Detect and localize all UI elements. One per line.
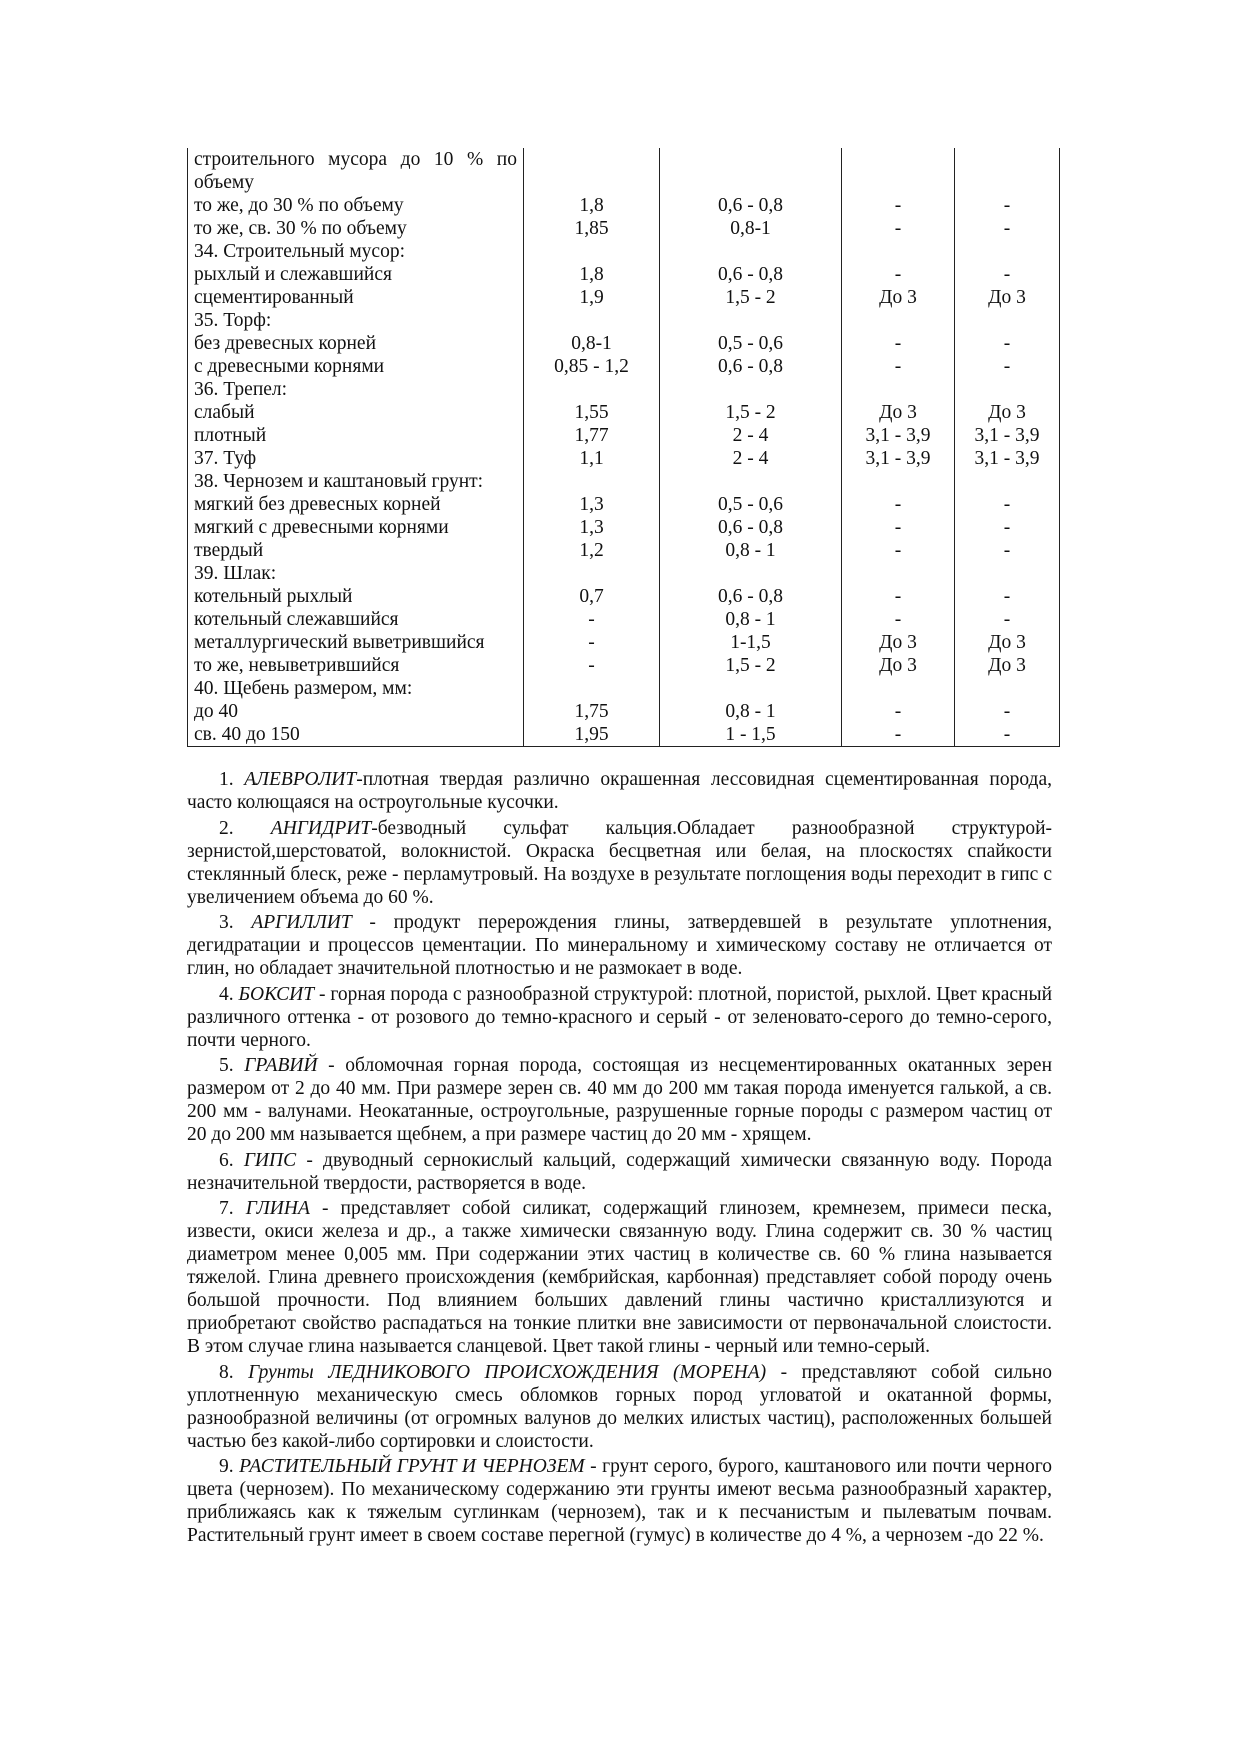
value-cell <box>955 240 1060 263</box>
definition-number: 2. <box>219 817 234 839</box>
value-cell <box>955 378 1060 401</box>
table-row <box>188 217 1060 240</box>
value-cell: 0,6 - 0,8 <box>660 516 842 539</box>
value-cell: 1,3 <box>524 516 660 539</box>
definition-term: РАСТИТЕЛЬНЫЙ ГРУНТ И ЧЕРНОЗЕМ <box>239 1456 585 1477</box>
value-cell: 1,5 - 2 <box>660 401 842 424</box>
value-cell <box>955 562 1060 585</box>
definition-item <box>187 1361 1052 1453</box>
value-cell <box>524 378 660 401</box>
material-name-cell: 35. Торф: <box>188 309 524 332</box>
material-name-cell: 37. Туф <box>188 447 524 470</box>
definition-item <box>187 911 1052 980</box>
definition-term: АЛЕВРОЛИТ <box>244 769 357 790</box>
definition-item <box>187 1149 1052 1195</box>
value-cell: - <box>955 585 1060 608</box>
value-cell <box>524 562 660 585</box>
value-cell: - <box>955 332 1060 355</box>
definitions-list <box>187 768 1052 1550</box>
definition-text: - горная порода с разнообразной структурой: плотной, пористой, рыхлой. Цвет красный различного оттенка - от розового до темно-красного и серый - от зеленовато-серого до темно-серого, почти черного. <box>187 983 1052 1051</box>
material-name-cell: то же, до 30 % по объему <box>188 194 524 217</box>
value-cell <box>660 470 842 493</box>
value-cell: До 3 <box>842 654 955 677</box>
value-cell: 0,5 - 0,6 <box>660 493 842 516</box>
definition-term: АНГИДРИТ <box>270 817 372 839</box>
definition-item <box>187 1197 1052 1358</box>
material-name-cell: металлургический выветрившийся <box>188 631 524 654</box>
value-cell <box>842 309 955 332</box>
value-cell: До 3 <box>955 286 1060 309</box>
value-cell: - <box>524 631 660 654</box>
value-cell: - <box>842 516 955 539</box>
value-cell <box>660 562 842 585</box>
value-cell: 0,6 - 0,8 <box>660 355 842 378</box>
table-row <box>188 194 1060 217</box>
value-cell: 1,9 <box>524 286 660 309</box>
value-cell: 3,1 - 3,9 <box>955 424 1060 447</box>
definition-text: - двуводный сернокислый кальций, содержащий химически связанную воду. Порода незначительной твердости, растворяется в воде. <box>187 1149 1052 1194</box>
table-row <box>188 700 1060 723</box>
value-cell: 2 - 4 <box>660 424 842 447</box>
table-row <box>188 654 1060 677</box>
value-cell: - <box>842 723 955 747</box>
value-cell: - <box>955 700 1060 723</box>
value-cell: - <box>842 217 955 240</box>
value-cell: 3,1 - 3,9 <box>842 447 955 470</box>
value-cell: 1 - 1,5 <box>660 723 842 747</box>
material-name-cell: 38. Чернозем и каштановый грунт: <box>188 470 524 493</box>
table-row <box>188 608 1060 631</box>
definition-number: 6. <box>219 1149 234 1171</box>
value-cell: До 3 <box>842 631 955 654</box>
definition-term: ГРАВИЙ <box>244 1055 318 1076</box>
material-name-cell: мягкий без древесных корней <box>188 493 524 516</box>
value-cell: - <box>842 263 955 286</box>
table-row <box>188 263 1060 286</box>
definition-item <box>187 817 1052 909</box>
material-name-cell: 40. Щебень размером, мм: <box>188 677 524 700</box>
value-cell: 0,8 - 1 <box>660 608 842 631</box>
definition-term: БОКСИТ <box>238 983 315 1005</box>
value-cell <box>660 148 842 194</box>
value-cell: 1,8 <box>524 263 660 286</box>
value-cell: 0,5 - 0,6 <box>660 332 842 355</box>
value-cell: 0,8 - 1 <box>660 700 842 723</box>
material-name-cell: котельный слежавшийся <box>188 608 524 631</box>
definition-text: - продукт перерождения глины, затвердевшей в результате уплотнения, дегидратации и процессов цементации. По минеральному и химическому составу не отличается от глин, но обладает значительной плотностью и не размокает в воде. <box>187 912 1053 979</box>
value-cell <box>842 677 955 700</box>
table-row <box>188 240 1060 263</box>
value-cell: До 3 <box>842 286 955 309</box>
value-cell <box>524 677 660 700</box>
value-cell: - <box>524 654 660 677</box>
material-name-cell: св. 40 до 150 <box>188 723 524 747</box>
material-name-cell: то же, св. 30 % по объему <box>188 217 524 240</box>
definition-text: - представляет собой силикат, содержащий глинозем, кремнезем, примеси песка, извести, окиси железа и др., а также химически связанную воду. Глина содержит св. 30 % частиц диаметром менее 0,005 мм. При содержании этих частиц в количестве св. 60 % глина называется тяжелой. Глина древнего происхождения (кембрийская, карбонная) представляет собой породу очень большой прочности. Под влиянием больших давлений глины частично кристаллизуются и приобретают свойство распадаться на тонкие плитки вне зависимости от первоначальной слоистости. В этом случае глина называется сланцевой. Цвет такой глины - черный или темно-серый. <box>187 1198 1053 1357</box>
material-name-cell: 36. Трепел: <box>188 378 524 401</box>
definition-text: - грунт серого, бурого, каштанового или почти черного цвета (чернозем). По механическому содержанию эти грунты имеют весьма разнообразный характер, приближаясь как к тяжелым суглинкам (чернозем), так и к песчанистым и пылеватым почвам. Растительный грунт имеет в своем составе перегной (гумус) в количестве до 4 %, а чернозем -до 22 %. <box>187 1456 1053 1546</box>
value-cell <box>660 677 842 700</box>
table-row <box>188 677 1060 700</box>
definition-text: - обломочная горная порода, состоящая из несцементированных окатанных зерен размером от 2 до 40 мм. При размере зерен св. 40 мм до 200 мм такая порода именуется галькой, а св. 200 мм - валунами. Неокатанные, остроугольные, разрушенные горные породы с размером частиц от 20 до 200 мм называется щебнем, а при размере частиц до 20 мм - хрящем. <box>187 1055 1053 1145</box>
definition-number: 5. <box>219 1055 234 1076</box>
value-cell: 1,85 <box>524 217 660 240</box>
value-cell: 1,1 <box>524 447 660 470</box>
value-cell <box>955 309 1060 332</box>
definition-number: 7. <box>219 1198 234 1219</box>
value-cell: До 3 <box>955 654 1060 677</box>
value-cell: 1,75 <box>524 700 660 723</box>
table-row <box>188 355 1060 378</box>
value-cell: 0,6 - 0,8 <box>660 194 842 217</box>
material-name-cell: 34. Строительный мусор: <box>188 240 524 263</box>
value-cell: 3,1 - 3,9 <box>842 424 955 447</box>
material-name-cell: с древесными корнями <box>188 355 524 378</box>
value-cell <box>955 148 1060 194</box>
material-name-cell: мягкий с древесными корнями <box>188 516 524 539</box>
value-cell: - <box>955 516 1060 539</box>
value-cell: - <box>842 194 955 217</box>
value-cell: 1-1,5 <box>660 631 842 654</box>
table-row <box>188 562 1060 585</box>
value-cell: 3,1 - 3,9 <box>955 447 1060 470</box>
value-cell <box>524 309 660 332</box>
material-name-cell: без древесных корней <box>188 332 524 355</box>
material-name-cell: рыхлый и слежавшийся <box>188 263 524 286</box>
table-row <box>188 539 1060 562</box>
value-cell: - <box>955 217 1060 240</box>
value-cell: - <box>842 700 955 723</box>
value-cell: - <box>842 585 955 608</box>
material-name-cell: то же, невыветрившийся <box>188 654 524 677</box>
value-cell: - <box>524 608 660 631</box>
value-cell: 0,6 - 0,8 <box>660 263 842 286</box>
definition-item <box>187 1054 1052 1146</box>
value-cell: 1,5 - 2 <box>660 286 842 309</box>
value-cell <box>842 240 955 263</box>
table-row <box>188 516 1060 539</box>
material-name-cell: сцементированный <box>188 286 524 309</box>
value-cell: - <box>955 493 1060 516</box>
definition-number: 1. <box>219 769 234 790</box>
value-cell: 1,55 <box>524 401 660 424</box>
value-cell <box>660 309 842 332</box>
table-row <box>188 447 1060 470</box>
table-row <box>188 723 1060 747</box>
material-name-cell: плотный <box>188 424 524 447</box>
definition-number: 8. <box>219 1361 234 1383</box>
value-cell: 0,8-1 <box>660 217 842 240</box>
material-name-cell: слабый <box>188 401 524 424</box>
table-row <box>188 470 1060 493</box>
table-row <box>188 286 1060 309</box>
table-row <box>188 148 1060 194</box>
table-row <box>188 378 1060 401</box>
table-row <box>188 585 1060 608</box>
value-cell: 1,77 <box>524 424 660 447</box>
definition-number: 4. <box>219 983 234 1005</box>
definition-term: Грунты ЛЕДНИКОВОГО ПРОИСХОЖДЕНИЯ (МОРЕНА) <box>248 1361 767 1383</box>
definition-text: -безводный сульфат кальция.Обладает разнообразной структурой-зернистой,шерстоватой, волокнистой. Окраска бесцветная или белая, на плоскостях спайкости стеклянный блеск, реже - перламутровый. На воздухе в результате поглощения воды переходит в гипс с увеличением объема до 60 %. <box>187 817 1053 908</box>
value-cell <box>660 378 842 401</box>
value-cell: 0,7 <box>524 585 660 608</box>
value-cell <box>842 148 955 194</box>
value-cell: 2 - 4 <box>660 447 842 470</box>
definition-text: - представляют собой сильно уплотненную механическую смесь обломков горных пород угловатой и окатанной формы, разнообразной величины (от огромных валунов до мелких илистых частиц), расположенных большей частью без какой-либо сортировки и слоистости. <box>187 1361 1053 1452</box>
value-cell: До 3 <box>955 631 1060 654</box>
material-name-cell: котельный рыхлый <box>188 585 524 608</box>
value-cell: - <box>842 355 955 378</box>
value-cell: - <box>842 539 955 562</box>
value-cell <box>524 148 660 194</box>
table-row <box>188 493 1060 516</box>
value-cell <box>955 470 1060 493</box>
material-name-cell: до 40 <box>188 700 524 723</box>
value-cell: 1,5 - 2 <box>660 654 842 677</box>
value-cell: 0,6 - 0,8 <box>660 585 842 608</box>
value-cell: До 3 <box>955 401 1060 424</box>
value-cell: 1,8 <box>524 194 660 217</box>
value-cell: - <box>955 608 1060 631</box>
value-cell: 0,8 - 1 <box>660 539 842 562</box>
value-cell: 1,3 <box>524 493 660 516</box>
value-cell: До 3 <box>842 401 955 424</box>
value-cell: 1,2 <box>524 539 660 562</box>
definition-number: 3. <box>219 912 234 933</box>
value-cell: - <box>955 539 1060 562</box>
value-cell: - <box>955 723 1060 747</box>
material-name-cell: твердый <box>188 539 524 562</box>
value-cell <box>842 378 955 401</box>
table-row <box>188 401 1060 424</box>
value-cell: - <box>955 194 1060 217</box>
table-row <box>188 424 1060 447</box>
table-body <box>188 148 1060 747</box>
definition-term: ГИПС <box>243 1149 297 1171</box>
value-cell: 0,85 - 1,2 <box>524 355 660 378</box>
value-cell: - <box>955 355 1060 378</box>
value-cell: - <box>842 608 955 631</box>
value-cell <box>524 240 660 263</box>
value-cell: 0,8-1 <box>524 332 660 355</box>
value-cell <box>524 470 660 493</box>
value-cell <box>955 677 1060 700</box>
definition-item <box>187 983 1052 1052</box>
table-row <box>188 309 1060 332</box>
material-name-cell: 39. Шлак: <box>188 562 524 585</box>
table-row <box>188 332 1060 355</box>
definition-item <box>187 1455 1052 1547</box>
definition-term: ГЛИНА <box>245 1198 310 1219</box>
definition-text: -плотная твердая различно окрашенная лессовидная сцементированная порода, часто колющаяся на остроугольные кусочки. <box>187 769 1052 813</box>
table-row <box>188 631 1060 654</box>
value-cell <box>842 562 955 585</box>
material-name-cell: строительного мусора до 10 % по объему <box>188 148 524 194</box>
value-cell: 1,95 <box>524 723 660 747</box>
definition-number: 9. <box>219 1456 234 1477</box>
value-cell: - <box>955 263 1060 286</box>
definition-term: АРГИЛЛИТ <box>251 912 352 933</box>
value-cell <box>842 470 955 493</box>
value-cell <box>660 240 842 263</box>
soil-properties-table <box>187 148 1060 747</box>
definition-item <box>187 768 1052 814</box>
value-cell: - <box>842 493 955 516</box>
value-cell: - <box>842 332 955 355</box>
